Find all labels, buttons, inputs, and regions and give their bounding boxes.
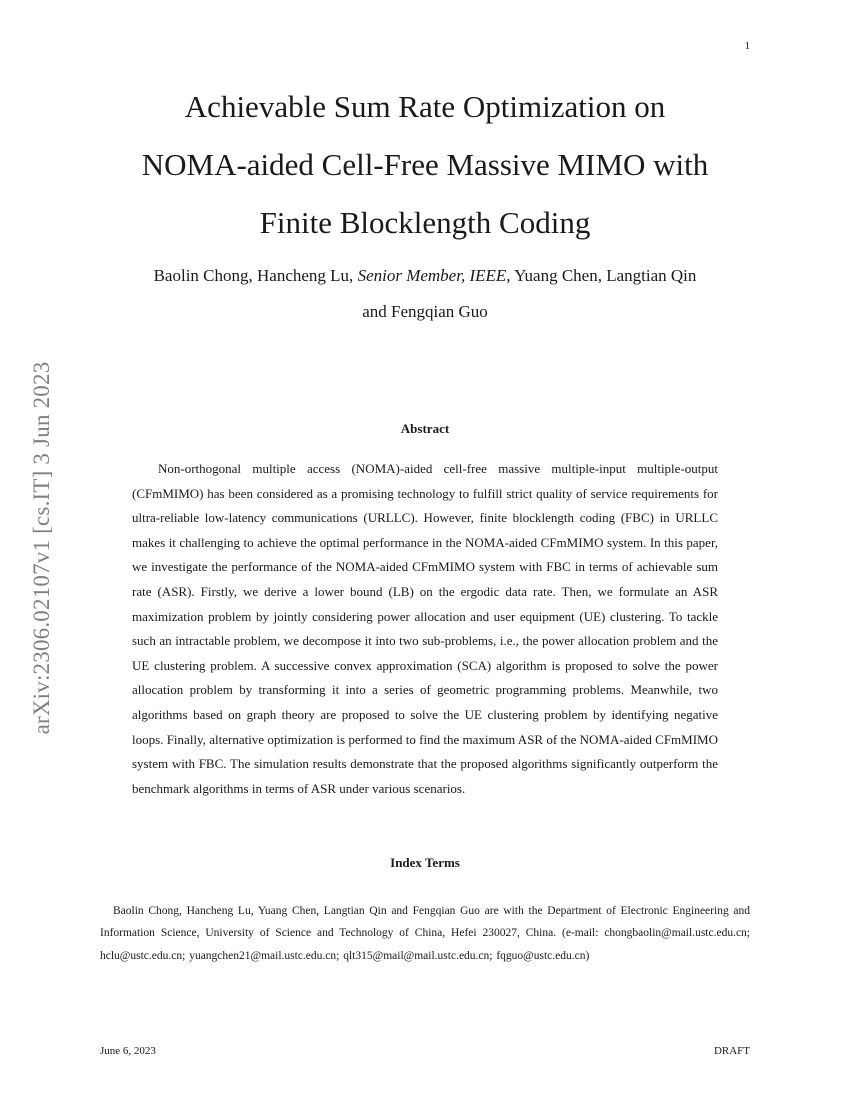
author-membership: Senior Member, IEEE [357, 266, 507, 285]
footer-date: June 6, 2023 [100, 1045, 156, 1057]
author-names-b: , Yuang Chen, Langtian Qin [506, 266, 697, 285]
index-terms-heading: Index Terms [390, 855, 460, 870]
author-line-2: and Fengqian Guo [362, 302, 488, 321]
title-line-1: Achievable Sum Rate Optimization on [184, 89, 666, 124]
paper-title [60, 78, 790, 252]
author-line-1 [60, 258, 790, 294]
footer-draft-label: DRAFT [713, 1045, 750, 1057]
page-number: 1 [744, 40, 750, 52]
abstract-body: Non-orthogonal multiple access (NOMA)-aided cell-free massive multiple-input multiple-output (CFmMIMO) has been considered as a promising technology to fulfill strict quality of service requirements for ultra-reliable low-latency communications (URLLC). However, finite blocklength coding (FBC) in URLLC makes it challenging to achieve the optimal performance in the NOMA-aided CFmMIMO system. In this paper, we investigate the performance of the NOMA-aided CFmMIMO system with FBC in terms of achievable sum rate (ASR). Firstly, we derive a lower bound (LB) on the ergodic data rate. Then, we formulate an ASR maximization problem by jointly considering power allocation and user equipment (UE) clustering. To tackle such an intractable problem, we decompose it into two sub-problems, i.e., the power allocation problem and the UE clustering problem. A successive convex approximation (SCA) algorithm is proposed to solve the power allocation problem by transforming it into a series of geometric programming problems. Meanwhile, two algorithms based on graph theory are proposed to solve the UE clustering problem by identifying negative loops. Finally, alternative optimization is performed to find the maximum ASR of the NOMA-aided CFmMIMO system with FBC. The simulation results demonstrate that the proposed algorithms significantly outperform the benchmark algorithms in terms of ASR under various scenarios. [132, 461, 718, 796]
arxiv-stamp: arXiv:2306.02107v1 [cs.IT] 3 Jun 2023 [29, 361, 54, 735]
title-line-2: NOMA-aided Cell-Free Massive MIMO with [141, 147, 709, 182]
affiliation-footnote: Baolin Chong, Hancheng Lu, Yuang Chen, Langtian Qin and Fengqian Guo are with the Department of Electronic Engineering and Information Science, University of Science and Technology of China, Hefei 230027, China. (e-mail: chongbaolin@mail.ustc.edu.cn; hclu@ustc.edu.cn; yuangchen21@mail.ustc.edu.cn; qlt315@mail@mail.ustc.edu.cn; fqguo@ustc.edu.cn) [100, 905, 750, 962]
abstract-heading: Abstract [400, 421, 450, 436]
author-names-a: Baolin Chong, Hancheng Lu, [153, 266, 358, 285]
author-list [60, 258, 790, 330]
title-line-3: Finite Blocklength Coding [259, 205, 591, 240]
